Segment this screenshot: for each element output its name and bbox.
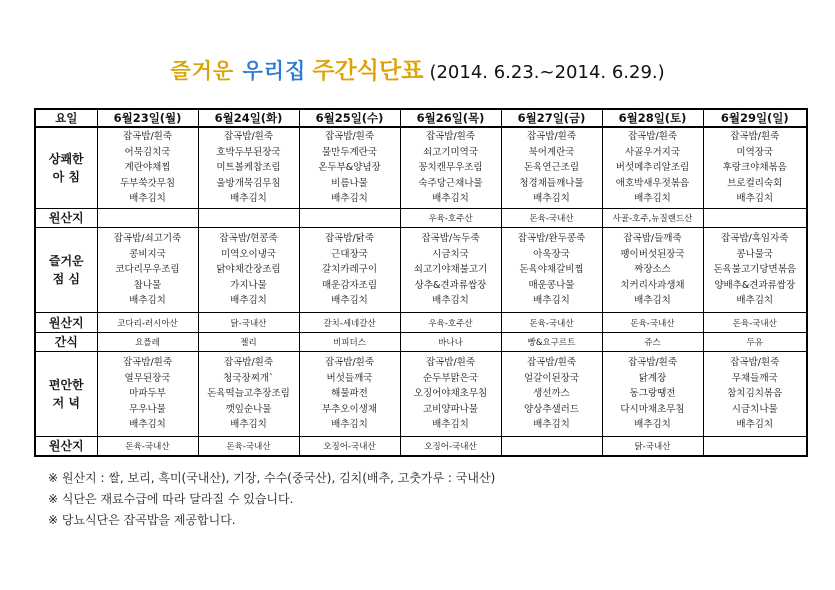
snack-cell: 요플레 <box>97 333 198 352</box>
breakfast-cell: 잡곡밥/흰죽 미역장국 후랑크야채볶음 브로컬리숙회 배추김치 <box>703 127 807 209</box>
snack-cell: 빵&요구르트 <box>501 333 602 352</box>
title-main-text: 주간식단표 <box>312 58 424 84</box>
lunch-cell: 잡곡밥/완두콩죽 아욱장국 돈육야채갈비찜 매운콩나물 배추김치 <box>501 228 602 313</box>
lunch-cell: 잡곡밥/현콩죽 미역오이냉국 닭야채간장조림 가지나물 배추김치 <box>198 228 299 313</box>
origin-cell <box>299 209 400 228</box>
breakfast-cell: 잡곡밥/흰죽 쇠고기미역국 꽁치캔무우조림 숙주당근채나물 배추김치 <box>400 127 501 209</box>
snack-row <box>35 333 807 352</box>
dinner-label-line1: 편안한 <box>48 378 84 392</box>
origin-cell: 돈육-국내산 <box>602 313 703 333</box>
origin-cell: 우육-호주산 <box>400 209 501 228</box>
lunch-label-line1: 즐거운 <box>48 254 84 268</box>
breakfast-label-line1: 상쾌한 <box>48 152 84 166</box>
footnote-supply: ※ 식단은 재료수급에 따라 달라질 수 있습니다. <box>48 492 294 506</box>
day-header: 6월27일(금) <box>501 109 602 127</box>
dinner-origin-row <box>35 437 807 457</box>
breakfast-cell: 잡곡밥/흰죽 어묵김치국 계란야채찜 두부쑥갓무침 배추김치 <box>97 127 198 209</box>
lunch-origin-row <box>35 313 807 333</box>
day-header: 6월28일(토) <box>602 109 703 127</box>
breakfast-label <box>35 127 97 209</box>
snack-cell: 비피더스 <box>299 333 400 352</box>
breakfast-cell: 잡곡밥/흰죽 물만두계란국 온두부&양념장 비름나물 배추김치 <box>299 127 400 209</box>
origin-cell: 닭-국내산 <box>602 437 703 457</box>
dinner-cell: 잡곡밥/흰죽 열무된장국 마파두부 무우나물 배추김치 <box>97 352 198 437</box>
origin-cell <box>198 209 299 228</box>
dinner-cell: 잡곡밥/흰죽 버섯들깨국 해물파전 부추오이생채 배추김치 <box>299 352 400 437</box>
snack-label: 간식 <box>35 333 97 352</box>
footnotes <box>48 468 495 531</box>
day-header: 6월23일(월) <box>97 109 198 127</box>
title-fun-part1: 즐거운 <box>170 59 235 83</box>
day-header: 6월26일(목) <box>400 109 501 127</box>
origin-cell: 돈육-국내산 <box>501 209 602 228</box>
day-header: 6월24일(화) <box>198 109 299 127</box>
footnote-origin: ※ 원산지 : 쌀, 보리, 흑미(국내산), 기장, 수수(중국산), 김치(배추, 고춧가루 : 국내산) <box>48 471 496 485</box>
lunch-cell: 잡곡밥/흑임자죽 콩나물국 돈육불고기당면볶음 양배추&견과류쌈장 배추김치 <box>703 228 807 313</box>
origin-cell: 돈육-국내산 <box>703 313 807 333</box>
origin-label: 원산지 <box>35 209 97 228</box>
origin-cell: 돈육-국내산 <box>198 437 299 457</box>
lunch-row <box>35 228 807 313</box>
lunch-cell: 잡곡밥/녹두죽 시금치국 쇠고기야채불고기 상추&견과류쌈장 배추김치 <box>400 228 501 313</box>
origin-label: 원산지 <box>35 313 97 333</box>
dinner-cell: 잡곡밥/흰죽 순두부맑은국 오징어야채초무침 고비양파나물 배추김치 <box>400 352 501 437</box>
origin-cell: 오징어-국내산 <box>400 437 501 457</box>
dinner-cell: 잡곡밥/흰죽 얼갈이된장국 생선까스 양상추샐러드 배추김치 <box>501 352 602 437</box>
snack-cell: 두유 <box>703 333 807 352</box>
origin-label: 원산지 <box>35 437 97 457</box>
origin-cell: 사골-호주,뉴질랜드산 <box>602 209 703 228</box>
origin-cell <box>703 209 807 228</box>
title-fun-part2: 우리집 <box>242 59 307 83</box>
dinner-label <box>35 352 97 437</box>
weekly-menu-table <box>34 108 808 457</box>
day-header: 6월29일(일) <box>703 109 807 127</box>
lunch-cell: 잡곡밥/쇠고기죽 콩비지국 코다리무우조림 참나물 배추김치 <box>97 228 198 313</box>
dinner-label-line2: 저 녁 <box>52 396 80 410</box>
breakfast-cell: 잡곡밥/흰죽 사골우거지국 버섯메추리알조림 애호박새우젓볶음 배추김치 <box>602 127 703 209</box>
origin-cell: 오징어-국내산 <box>299 437 400 457</box>
breakfast-cell: 잡곡밥/흰죽 호박두부된장국 미트볼케찹조림 울방개묵김무침 배추김치 <box>198 127 299 209</box>
dinner-cell: 잡곡밥/흰죽 청국장찌개` 돈육떡늘고추장조림 깻잎순나물 배추김치 <box>198 352 299 437</box>
breakfast-row <box>35 127 807 209</box>
lunch-label-line2: 점 심 <box>52 272 80 286</box>
corner-header: 요일 <box>35 109 97 127</box>
origin-cell <box>703 437 807 457</box>
origin-cell <box>501 437 602 457</box>
origin-cell: 닭-국내산 <box>198 313 299 333</box>
origin-cell: 갈치-세네갈산 <box>299 313 400 333</box>
breakfast-cell: 잡곡밥/흰죽 북어계란국 돈육연근조림 청경채들깨나물 배추김치 <box>501 127 602 209</box>
dinner-row <box>35 352 807 437</box>
origin-cell: 코다리-러시아산 <box>97 313 198 333</box>
lunch-cell: 잡곡밥/닭죽 근대장국 갈치카레구이 매운감자조림 배추김치 <box>299 228 400 313</box>
day-header-row <box>35 109 807 127</box>
origin-cell <box>97 209 198 228</box>
title-fun-text <box>170 59 306 83</box>
dinner-cell: 잡곡밥/흰죽 무채들깨국 참치김치볶음 시금치나물 배추김치 <box>703 352 807 437</box>
breakfast-origin-row <box>35 209 807 228</box>
snack-cell: 쥬스 <box>602 333 703 352</box>
footnote-diabetes: ※ 당뇨식단은 잡곡밥을 제공합니다. <box>48 513 236 527</box>
dinner-cell: 잡곡밥/흰죽 닭계장 동그랑땡전 다시마채초무침 배추김치 <box>602 352 703 437</box>
title-period: (2014. 6.23.~2014. 6.29.) <box>429 62 665 83</box>
origin-cell: 돈육-국내산 <box>501 313 602 333</box>
breakfast-label-line2: 아 침 <box>52 170 80 184</box>
day-header: 6월25일(수) <box>299 109 400 127</box>
lunch-cell: 잡곡밥/들깨죽 팽이버섯된장국 짜장소스 치커리사과생채 배추김치 <box>602 228 703 313</box>
snack-cell: 바나나 <box>400 333 501 352</box>
origin-cell: 우육-호주산 <box>400 313 501 333</box>
origin-cell: 돈육-국내산 <box>97 437 198 457</box>
page-title <box>0 52 835 85</box>
lunch-label <box>35 228 97 313</box>
snack-cell: 젤리 <box>198 333 299 352</box>
